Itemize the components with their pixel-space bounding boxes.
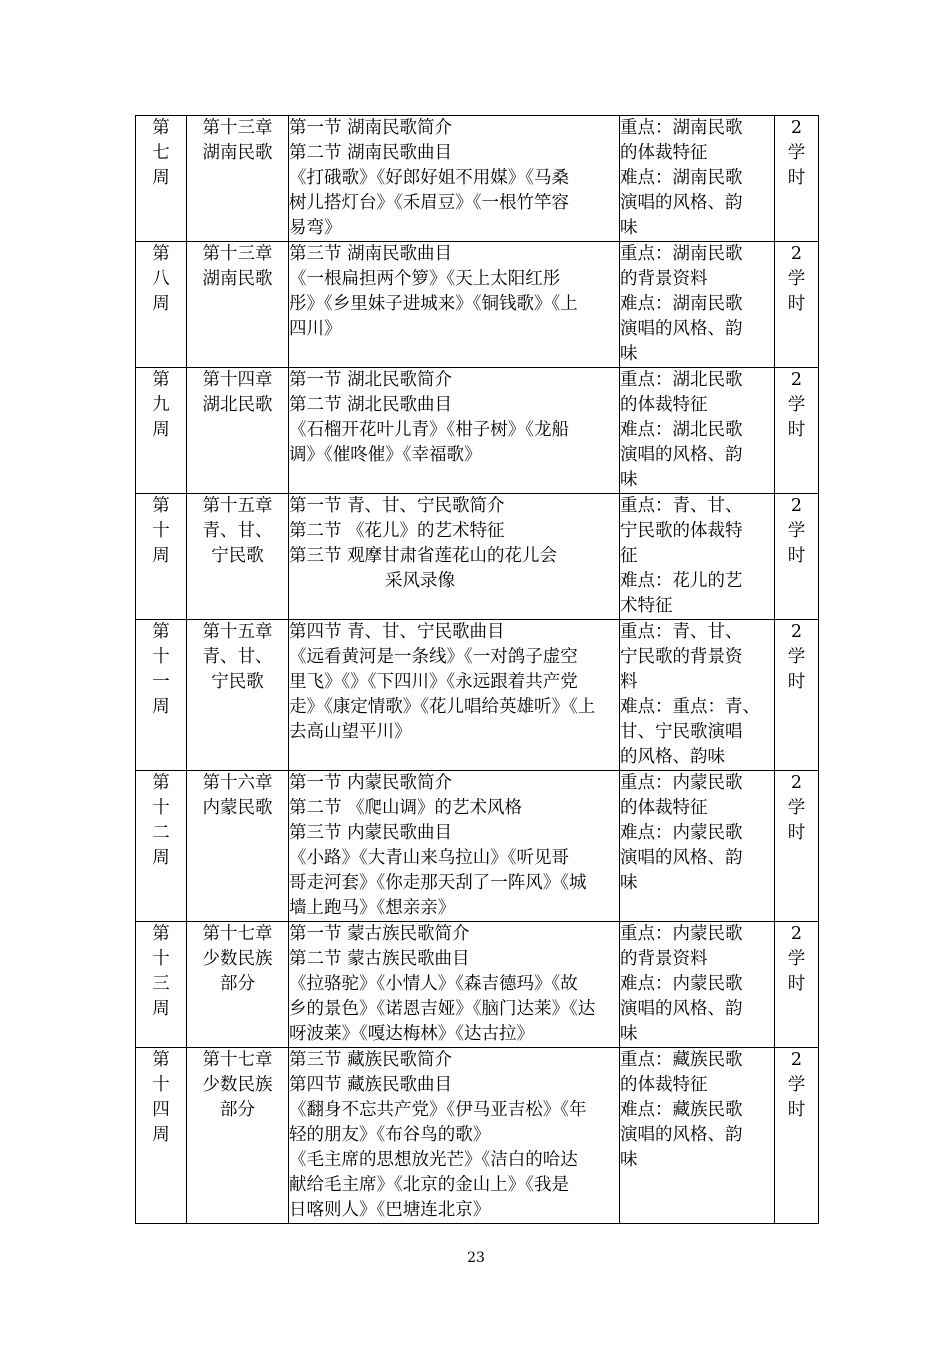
key-point-line: 难点：花儿的艺 <box>620 571 743 591</box>
week-label: 第十四周 <box>152 1050 170 1145</box>
week-cell <box>136 922 187 1048</box>
content-line: 第二节 《爬山调》的艺术风格 <box>289 798 523 818</box>
schedule-row <box>136 771 819 922</box>
key-point-line: 味 <box>620 1150 638 1170</box>
hours-cell <box>775 368 819 494</box>
content-line: 第一节 内蒙民歌简介 <box>289 773 453 793</box>
hours-label: 2学时 <box>787 773 806 843</box>
key-point-line: 味 <box>620 873 638 893</box>
hours-label: 2学时 <box>787 244 806 314</box>
key-points-cell <box>620 620 775 771</box>
schedule-row <box>136 922 819 1048</box>
content-cell <box>289 922 620 1048</box>
content-line: 第四节 藏族民歌曲目 <box>289 1075 453 1095</box>
content-line: 采风录像 <box>385 571 455 591</box>
week-label: 第十三周 <box>152 924 170 1019</box>
week-label: 第十二周 <box>152 773 170 868</box>
key-point-line: 术特征 <box>620 596 673 616</box>
content-cell <box>289 771 620 922</box>
key-point-line: 演唱的风格、韵 <box>620 999 743 1019</box>
schedule-row <box>136 116 819 242</box>
week-label: 第九周 <box>152 370 170 440</box>
chapter-cell <box>187 494 289 620</box>
chapter-line: 宁民歌 <box>211 672 264 692</box>
key-point-line: 演唱的风格、韵 <box>620 319 743 339</box>
chapter-cell <box>187 922 289 1048</box>
key-point-line: 宁民歌的体裁特 <box>620 521 743 541</box>
page-number: 23 <box>467 1250 485 1266</box>
content-cell <box>289 1048 620 1224</box>
key-points-cell <box>620 1048 775 1224</box>
key-points-cell <box>620 242 775 368</box>
hours-label: 2学时 <box>787 496 806 566</box>
content-line: 第二节 《花儿》的艺术特征 <box>289 521 505 541</box>
key-point-line: 的风格、韵味 <box>620 747 725 767</box>
hours-label: 2学时 <box>787 1050 806 1120</box>
schedule-row <box>136 494 819 620</box>
content-line: 《石榴开花叶儿青》《柑子树》《龙船 <box>289 420 569 440</box>
content-line: 第一节 蒙古族民歌简介 <box>289 924 470 944</box>
content-line: 《一根扁担两个箩》《天上太阳红彤 <box>289 269 561 289</box>
content-cell <box>289 620 620 771</box>
content-line: 乡的景色》《诺恩吉娅》《脑门达莱》《达 <box>289 999 596 1019</box>
chapter-line: 第十六章 <box>202 773 273 793</box>
schedule-body <box>136 116 819 1224</box>
content-line: 走》《康定情歌》《花儿唱给英雄听》《上 <box>289 697 596 717</box>
content-line: 第三节 藏族民歌简介 <box>289 1050 453 1070</box>
key-point-line: 重点：青、甘、 <box>620 622 743 642</box>
content-line: 第四节 青、甘、宁民歌曲目 <box>289 622 505 642</box>
key-point-line: 的体裁特征 <box>620 1075 708 1095</box>
hours-label: 2学时 <box>787 622 806 692</box>
week-label: 第十周 <box>152 496 170 566</box>
hours-label: 2学时 <box>787 118 806 188</box>
key-point-line: 征 <box>620 546 638 566</box>
content-line: 第二节 蒙古族民歌曲目 <box>289 949 470 969</box>
key-point-line: 重点：藏族民歌 <box>620 1050 743 1070</box>
key-points-cell <box>620 494 775 620</box>
week-cell <box>136 771 187 922</box>
content-line: 《小路》《大青山来乌拉山》《听见哥 <box>289 848 569 868</box>
key-point-line: 难点：湖南民歌 <box>620 168 743 188</box>
week-cell <box>136 494 187 620</box>
chapter-cell <box>187 368 289 494</box>
content-line: 彤》《乡里妹子进城来》《铜钱歌》《上 <box>289 294 578 314</box>
key-point-line: 味 <box>620 470 638 490</box>
content-line: 易弯》 <box>289 218 342 238</box>
content-line: 第二节 湖北民歌曲目 <box>289 395 453 415</box>
chapter-cell <box>187 620 289 771</box>
key-point-line: 重点：内蒙民歌 <box>620 924 743 944</box>
chapter-cell <box>187 771 289 922</box>
content-line: 日喀则人》《巴塘连北京》 <box>289 1200 491 1220</box>
schedule-row <box>136 1048 819 1224</box>
content-cell <box>289 242 620 368</box>
schedule-row <box>136 368 819 494</box>
hours-cell <box>775 494 819 620</box>
chapter-cell <box>187 242 289 368</box>
key-point-line: 难点：重点：青、 <box>620 697 760 717</box>
week-cell <box>136 620 187 771</box>
hours-cell <box>775 922 819 1048</box>
chapter-line: 湖南民歌 <box>202 143 273 163</box>
content-cell <box>289 116 620 242</box>
chapter-line: 部分 <box>220 1100 255 1120</box>
chapter-cell <box>187 116 289 242</box>
hours-cell <box>775 116 819 242</box>
key-point-line: 味 <box>620 218 638 238</box>
content-line: 第二节 湖南民歌曲目 <box>289 143 453 163</box>
chapter-line: 第十五章 <box>202 496 273 516</box>
chapter-line: 青、甘、 <box>202 647 273 667</box>
key-points-cell <box>620 368 775 494</box>
chapter-line: 第十三章 <box>202 118 273 138</box>
key-point-line: 难点：内蒙民歌 <box>620 823 743 843</box>
content-line: 呀波莱》《嘎达梅林》《达古拉》 <box>289 1024 534 1044</box>
key-point-line: 味 <box>620 344 638 364</box>
week-cell <box>136 116 187 242</box>
content-line: 去高山望平川》 <box>289 722 412 742</box>
hours-cell <box>775 1048 819 1224</box>
chapter-line: 部分 <box>220 974 255 994</box>
key-point-line: 重点：青、甘、 <box>620 496 743 516</box>
key-point-line: 的背景资料 <box>620 269 708 289</box>
chapter-line: 青、甘、 <box>202 521 273 541</box>
content-cell <box>289 368 620 494</box>
chapter-line: 少数民族 <box>202 1075 273 1095</box>
content-line: 里飞》《》《下四川》《永远跟着共产党 <box>289 672 578 692</box>
key-point-line: 重点：湖南民歌 <box>620 244 743 264</box>
chapter-cell <box>187 1048 289 1224</box>
content-line: 哥走河套》《你走那天刮了一阵风》《城 <box>289 873 587 893</box>
chapter-line: 第十七章 <box>202 1050 273 1070</box>
content-line: 墙上跑马》《想亲亲》 <box>289 898 456 918</box>
key-point-line: 难点：湖南民歌 <box>620 294 743 314</box>
content-line: 调》《催咚催》《幸福歌》 <box>289 445 482 465</box>
key-point-line: 重点：湖南民歌 <box>620 118 743 138</box>
key-point-line: 演唱的风格、韵 <box>620 848 743 868</box>
schedule-table <box>135 115 819 1224</box>
content-line: 第三节 内蒙民歌曲目 <box>289 823 453 843</box>
content-line: 《远看黄河是一条线》《一对鸽子虚空 <box>289 647 578 667</box>
content-line: 轻的朋友》《布谷鸟的歌》 <box>289 1125 491 1145</box>
week-cell <box>136 1048 187 1224</box>
key-point-line: 重点：湖北民歌 <box>620 370 743 390</box>
key-point-line: 的体裁特征 <box>620 395 708 415</box>
chapter-line: 内蒙民歌 <box>202 798 273 818</box>
chapter-line: 第十四章 <box>202 370 273 390</box>
key-point-line: 的背景资料 <box>620 949 708 969</box>
key-point-line: 重点：内蒙民歌 <box>620 773 743 793</box>
content-cell <box>289 494 620 620</box>
hours-label: 2学时 <box>787 924 806 994</box>
chapter-line: 湖北民歌 <box>202 395 273 415</box>
chapter-line: 少数民族 <box>202 949 273 969</box>
hours-cell <box>775 771 819 922</box>
key-point-line: 难点：藏族民歌 <box>620 1100 743 1120</box>
content-line: 第三节 湖南民歌曲目 <box>289 244 453 264</box>
hours-cell <box>775 242 819 368</box>
key-point-line: 的体裁特征 <box>620 143 708 163</box>
content-line: 《毛主席的思想放光芒》《洁白的哈达 <box>289 1150 578 1170</box>
week-cell <box>136 368 187 494</box>
content-line: 第一节 青、甘、宁民歌简介 <box>289 496 505 516</box>
hours-cell <box>775 620 819 771</box>
key-points-cell <box>620 922 775 1048</box>
key-point-line: 的体裁特征 <box>620 798 708 818</box>
chapter-line: 宁民歌 <box>211 546 264 566</box>
key-point-line: 料 <box>620 672 638 692</box>
content-line: 《打硪歌》《好郎好姐不用媒》《马桑 <box>289 168 569 188</box>
key-point-line: 宁民歌的背景资 <box>620 647 743 667</box>
content-line: 第一节 湖南民歌简介 <box>289 118 453 138</box>
chapter-line: 第十七章 <box>202 924 273 944</box>
key-point-line: 难点：湖北民歌 <box>620 420 743 440</box>
chapter-line: 第十三章 <box>202 244 273 264</box>
content-line: 树儿搭灯台》《禾眉豆》《一根竹竿容 <box>289 193 569 213</box>
content-line: 献给毛主席》《北京的金山上》《我是 <box>289 1175 569 1195</box>
schedule-row <box>136 620 819 771</box>
key-points-cell <box>620 771 775 922</box>
key-point-line: 演唱的风格、韵 <box>620 193 743 213</box>
week-label: 第七周 <box>152 118 170 188</box>
week-label: 第八周 <box>152 244 170 314</box>
content-line: 第一节 湖北民歌简介 <box>289 370 453 390</box>
key-points-cell <box>620 116 775 242</box>
chapter-line: 第十五章 <box>202 622 273 642</box>
chapter-line: 湖南民歌 <box>202 269 273 289</box>
week-cell <box>136 242 187 368</box>
content-line: 四川》 <box>289 319 342 339</box>
key-point-line: 味 <box>620 1024 638 1044</box>
hours-label: 2学时 <box>787 370 806 440</box>
key-point-line: 甘、宁民歌演唱 <box>620 722 743 742</box>
key-point-line: 难点：内蒙民歌 <box>620 974 743 994</box>
key-point-line: 演唱的风格、韵 <box>620 1125 743 1145</box>
content-line: 《翻身不忘共产党》《伊马亚吉松》《年 <box>289 1100 587 1120</box>
key-point-line: 演唱的风格、韵 <box>620 445 743 465</box>
schedule-row <box>136 242 819 368</box>
content-line: 《拉骆驼》《小情人》《森吉德玛》《故 <box>289 974 578 994</box>
content-line: 第三节 观摩甘肃省莲花山的花儿会 <box>289 546 558 566</box>
week-label: 第十一周 <box>152 622 170 717</box>
